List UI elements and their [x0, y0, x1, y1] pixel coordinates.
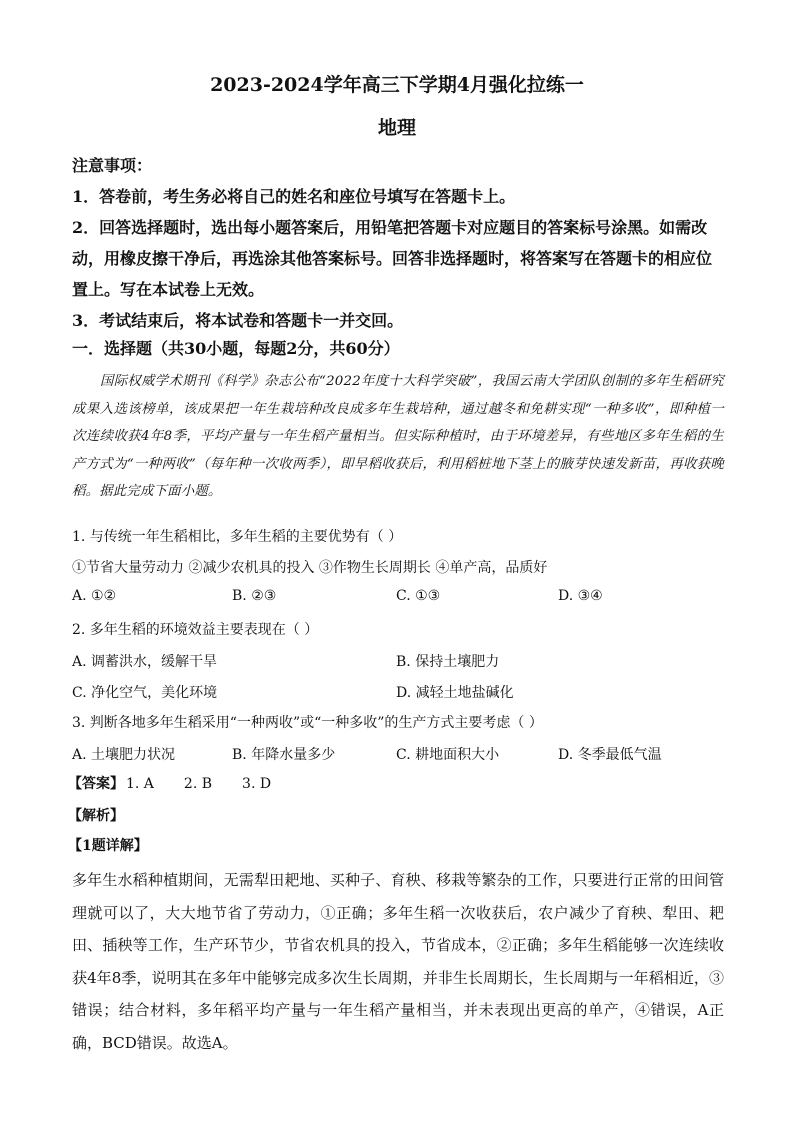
question-1-option-d: D. ③④: [558, 588, 603, 604]
section-heading: 一．选择题（共30小题，每题2分，共60分）: [72, 339, 400, 358]
instruction-item: 3．考试结束后，将本试卷和答题卡一并交回。: [72, 311, 404, 330]
answer-tag: 【答案】: [68, 776, 124, 792]
exam-title: 2023-2024学年高三下学期4月强化拉练一: [210, 74, 584, 96]
question-3-option-a: A. 土壤肥力状况: [72, 747, 176, 763]
detail-tag: 【1题详解】: [68, 838, 148, 854]
question-3-option-b: B. 年降水量多少: [232, 747, 336, 763]
question-2-option-c: C. 净化空气，美化环境: [72, 685, 218, 701]
reading-passage: [72, 368, 724, 506]
question-2-option-d: D. 减轻土地盐碱化: [396, 685, 514, 701]
exam-subject: 地理: [377, 117, 416, 139]
question-2-option-b: B. 保持土壤肥力: [396, 654, 500, 670]
question-1-stem: 1. 与传统一年生稻相比，多年生稻的主要优势有（ ）: [72, 529, 403, 545]
analysis-tag: 【解析】: [68, 808, 124, 824]
answer-value: 3. D: [242, 776, 272, 792]
instructions: [72, 150, 722, 336]
question-2-option-a: A. 调蓄洪水，缓解干旱: [72, 654, 218, 670]
analysis-detail: [72, 864, 724, 1060]
question-3-option-d: D. 冬季最低气温: [558, 747, 662, 763]
answer-line: [68, 773, 271, 793]
instructions-heading: 注意事项：: [72, 156, 153, 175]
instruction-item: 2．回答选择题时，选出每小题答案后，用铅笔把答题卡对应题目的答案标号涂黑。如需改动，用橡皮擦干净后，再选涂其他答案标号。回答非选择题时，将答案写在答题卡的相应位置上。写在本试卷上无效。: [72, 218, 713, 299]
instruction-item: 1．答卷前，考生务必将自己的姓名和座位号填写在答题卡上。: [72, 187, 516, 206]
question-1-option-b: B. ②③: [232, 588, 277, 604]
answer-value: 2. B: [183, 776, 213, 792]
passage-text: 国际权威学术期刊《科学》杂志公布“2022年度十大科学突破”，我国云南大学团队创制的多年生稻研究成果入选该榜单，该成果把一年生栽培种改良成多年生栽培种，通过越冬和免耕实现“一种多收”，即种植一次连续收获4年8季，平均产量与一年生稻产量相当。但实际种植时，由于环境差异，有些地区多年生稻的生产方式为“一种两收”（每年种一次收两季），即早稻收获后，利用稻桩地下茎上的腋芽快速发新苗，再收获晚稻。据此完成下面小题。: [72, 374, 724, 500]
question-1-option-c: C. ①③: [396, 588, 441, 604]
question-2-stem: 2. 多年生稻的环境效益主要表现在（ ）: [72, 622, 319, 638]
question-3-option-c: C. 耕地面积大小: [396, 747, 500, 763]
answer-value: 1. A: [126, 776, 154, 792]
analysis-text: 多年生水稻种植期间，无需犁田耙地、买种子、育秧、移栽等繁杂的工作，只要进行正常的田间管理就可以了，大大地节省了劳动力，①正确；多年生稻一次收获后，农户减少了育秧、犁田、耙田、插秧等工作，生产环节少，节省农机具的投入，节省成本，②正确；多年生稻能够一次连续收获4年8季，说明其在多年中能够完成多次生长周期，并非生长周期长，生长周期与一年稻相近，③错误；结合材料，多年稻平均产量与一年生稻产量相当，并未表现出更高的单产，④错误，A正确，BCD错误。故选A。: [72, 871, 724, 1052]
question-1-statements: ①节省大量劳动力 ②减少农机具的投入 ③作物生长周期长 ④单产高，品质好: [72, 560, 548, 576]
question-3-stem: 3. 判断各地多年生稻采用“一种两收”或“一种多收”的生产方式主要考虑（ ）: [72, 715, 543, 731]
question-1-option-a: A. ①②: [72, 588, 117, 604]
